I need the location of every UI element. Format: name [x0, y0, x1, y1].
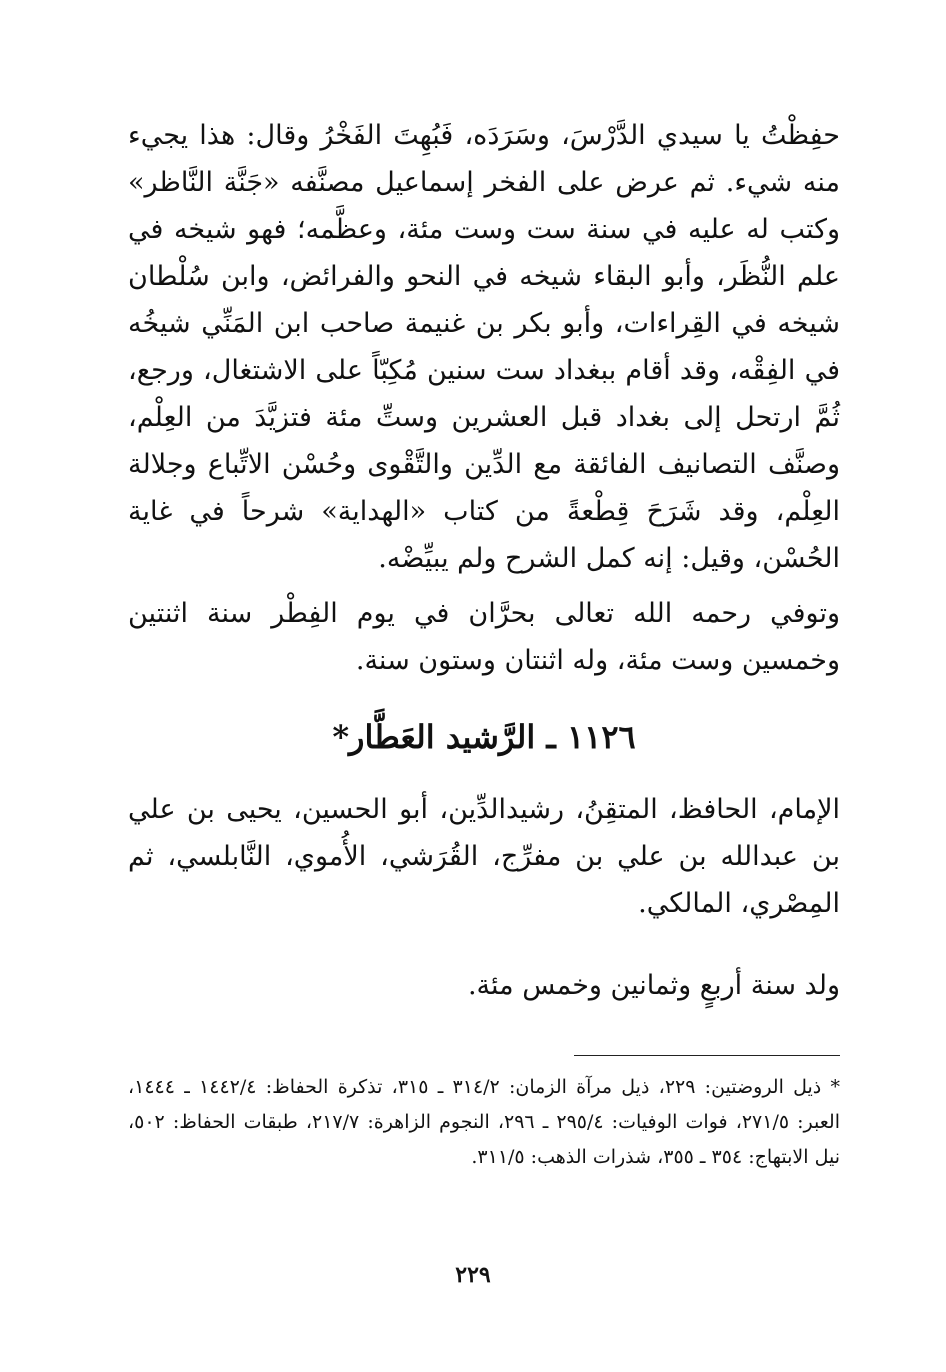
body-paragraph-lineage: الإمام، الحافظ، المتقِنُ، رشيدالدِّين، أبو الحسين، يحيى بن علي بن عبدالله بن علي بن مفرِّج، القُرَشي، الأُموي، النَّابلسي، ثم المِصْري، المالكي. [128, 794, 840, 919]
body-paragraph-biography: حفِظْتُ يا سيدي الدَّرْسَ، وسَرَدَه، فَبُهِتَ الفَخْرُ وقال: هذا يجيء منه شيء. ثم عرض على الفخر إسماعيل مصنَّفه «جَنَّة النَّاظر» وكتب له عليه في سنة ست وست مئة، وعظَّمه؛ فهو شيخه في علم النُّظَر، وأبو البقاء شيخه في النحو والفرائض، وابن سُلْطان شيخه في القِراءات، وأبو بكر بن غنيمة صاحب ابن المَنِّي شيخُه في الفِقْه، وقد أقام ببغداد ست سنين مُكِبّاً على الاشتغال، ورجع، ثُمَّ ارتحل إلى بغداد قبل العشرين وستِّ مئة فتزيَّدَ من العِلْم، وصنَّف التصانيف الفائقة مع الدِّين والتَّقْوى وحُسْن الاتِّباع وجلالة العِلْم، وقد شَرَحَ قِطْعةً من كتاب «الهداية» شرحاً في غاية الحُسْن، وقيل: إنه كمل الشرح ولم يبيِّضْه. [128, 120, 840, 574]
footnote-divider [574, 1055, 840, 1056]
footnote-sources: * ذيل الروضتين: ٢٢٩، ذيل مرآة الزمان: ٣١٤/٢ ـ ٣١٥، تذكرة الحفاظ: ١٤٤٢/٤ ـ ١٤٤٤، العبر: ٢٧١/٥، فوات الوفيات: ٢٩٥/٤ ـ ٢٩٦، النجوم الزاهرة: ٢١٧/٧، طبقات الحفاظ: ٥٠٢، نيل الابتهاج: ٣٥٤ ـ ٣٥٥، شذرات الذهب: ٣١١/٥. [128, 1076, 841, 1168]
page-number: ٢٢٩ [455, 1262, 491, 1288]
body-paragraph-birth: ولد سنة أربعٍ وثمانين وخمس مئة. [467, 970, 840, 1001]
body-paragraph-death: وتوفي رحمه الله تعالى بحرَّان في يوم الفِطْر سنة اثنتين وخمسين وست مئة، وله اثنتان وستون سنة. [128, 598, 840, 676]
entry-heading: ١١٢٦ ـ الرَّشيد العَطَّار* [332, 718, 636, 756]
